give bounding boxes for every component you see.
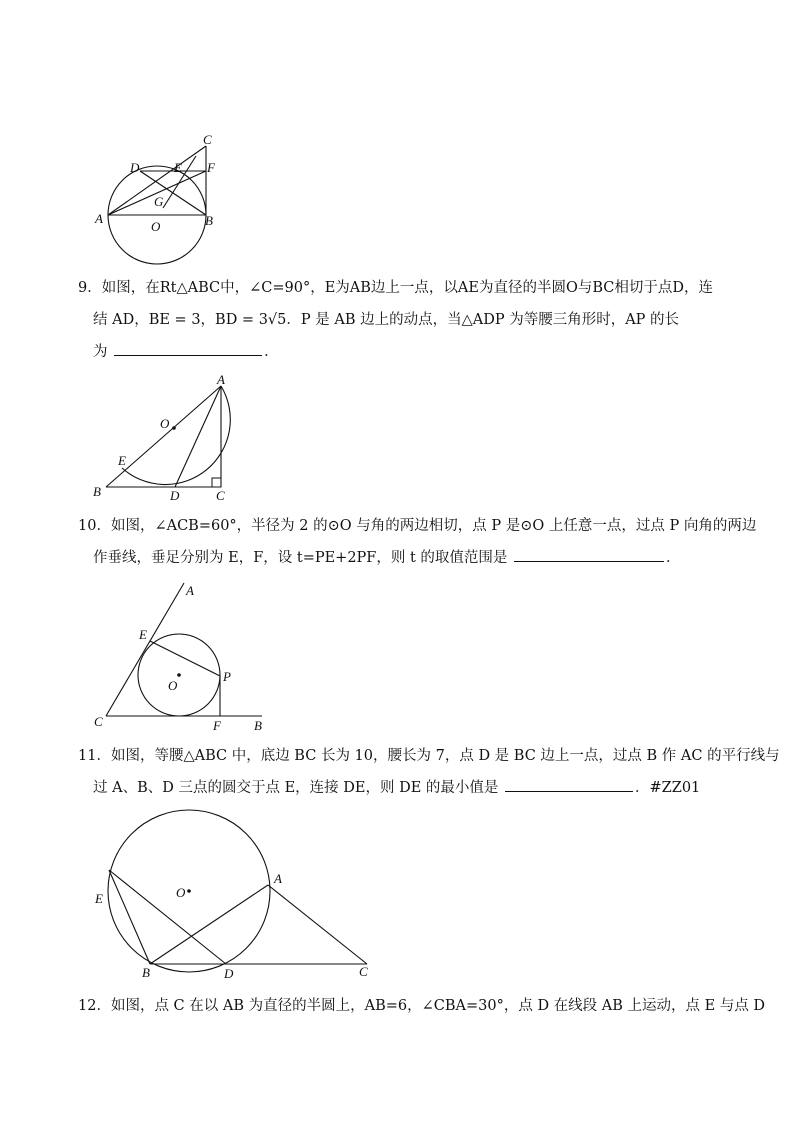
problem-9-line-3-end: ． xyxy=(264,344,279,360)
fig10-label-a: A xyxy=(186,583,194,598)
fig8-label-g: G xyxy=(154,194,164,209)
figure-9-diagram xyxy=(88,370,248,502)
fig10-label-o: O xyxy=(168,678,178,693)
fig9-label-d: D xyxy=(170,488,180,503)
problem-11-line-1: 11．如图，等腰△ABC 中，底边 BC 长为 10，腰长为 7，点 D 是 BC 边上一点，过点 B 作 AC 的平行线与 xyxy=(78,748,780,764)
problem-9-line-3-start: 为 xyxy=(93,344,108,360)
problem-11 xyxy=(78,740,780,804)
fig9-label-e: E xyxy=(118,453,126,468)
fig10-label-p: P xyxy=(223,669,231,684)
fig10-label-f: F xyxy=(213,718,221,733)
fig11-label-a: A xyxy=(274,871,282,886)
problem-12 xyxy=(78,990,766,1022)
problem-9 xyxy=(78,272,718,368)
fig11-label-c: C xyxy=(359,964,368,979)
problem-10-line-2-start: 作垂线，垂足分别为 E，F，设 t=PE+2PF，则 t 的取值范围是 xyxy=(93,550,508,566)
answer-blank-11[interactable] xyxy=(505,777,633,792)
problem-9-line-3 xyxy=(78,336,718,368)
fig9-label-b: B xyxy=(93,484,101,499)
figure-8-diagram xyxy=(90,128,230,268)
fig8-label-e: E xyxy=(174,160,182,175)
fig8-label-o: O xyxy=(151,219,161,234)
figure-10-diagram xyxy=(88,578,268,736)
fig9-label-a: A xyxy=(217,372,225,387)
problem-11-line-2-start: 过 A、B、D 三点的圆交于点 E，连接 DE，则 DE 的最小值是 xyxy=(93,780,499,796)
fig10-label-e: E xyxy=(139,627,147,642)
fig8-label-a: A xyxy=(95,211,103,226)
problem-10-line-1: 10．如图，∠ACB=60°，半径为 2 的⊙O 与角的两边相切，点 P 是⊙O 上任意一点，过点 P 向角的两边 xyxy=(78,518,757,534)
problem-11-line-2-end: ．#ZZ01 xyxy=(635,780,701,796)
problem-12-line-1: 12．如图，点 C 在以 AB 为直径的半圆上，AB=6，∠CBA=30°，点 D 在线段 AB 上运动，点 E 与点 D xyxy=(78,998,766,1014)
problem-9-line-1: 9．如图，在Rt△ABC中，∠C=90°，E为AB边上一点，以AE为直径的半圆O与BC相切于点D，连 xyxy=(78,280,714,296)
fig8-label-f: F xyxy=(207,160,215,175)
fig11-label-d: D xyxy=(224,966,234,981)
figure-11-diagram xyxy=(90,806,380,982)
fig8-label-d: D xyxy=(130,160,140,175)
problem-10 xyxy=(78,510,757,574)
fig9-label-c: C xyxy=(216,488,225,503)
problem-11-line-2 xyxy=(78,772,718,804)
fig10-label-b: B xyxy=(254,718,262,733)
fig11-label-e: E xyxy=(95,891,103,906)
problem-9-line-2: 结 AD，BE = 3，BD = 3√5．P 是 AB 边上的动点，当△ADP 为等腰三角形时，AP 的长 xyxy=(93,312,680,328)
fig11-label-o: O xyxy=(176,885,186,900)
figure-problem-8 xyxy=(90,128,230,268)
answer-blank-9[interactable] xyxy=(114,341,262,356)
fig11-label-b: B xyxy=(142,965,150,980)
answer-blank-10[interactable] xyxy=(514,547,664,562)
figure-problem-10 xyxy=(88,578,268,736)
problem-10-line-2 xyxy=(78,542,718,574)
figure-problem-9 xyxy=(88,370,248,502)
figure-problem-11 xyxy=(90,806,380,982)
fig8-label-b: B xyxy=(205,213,213,228)
problem-10-line-2-end: ． xyxy=(666,550,681,566)
fig8-label-c: C xyxy=(203,132,212,147)
fig9-label-o: O xyxy=(160,416,170,431)
fig10-label-c: C xyxy=(94,714,103,729)
